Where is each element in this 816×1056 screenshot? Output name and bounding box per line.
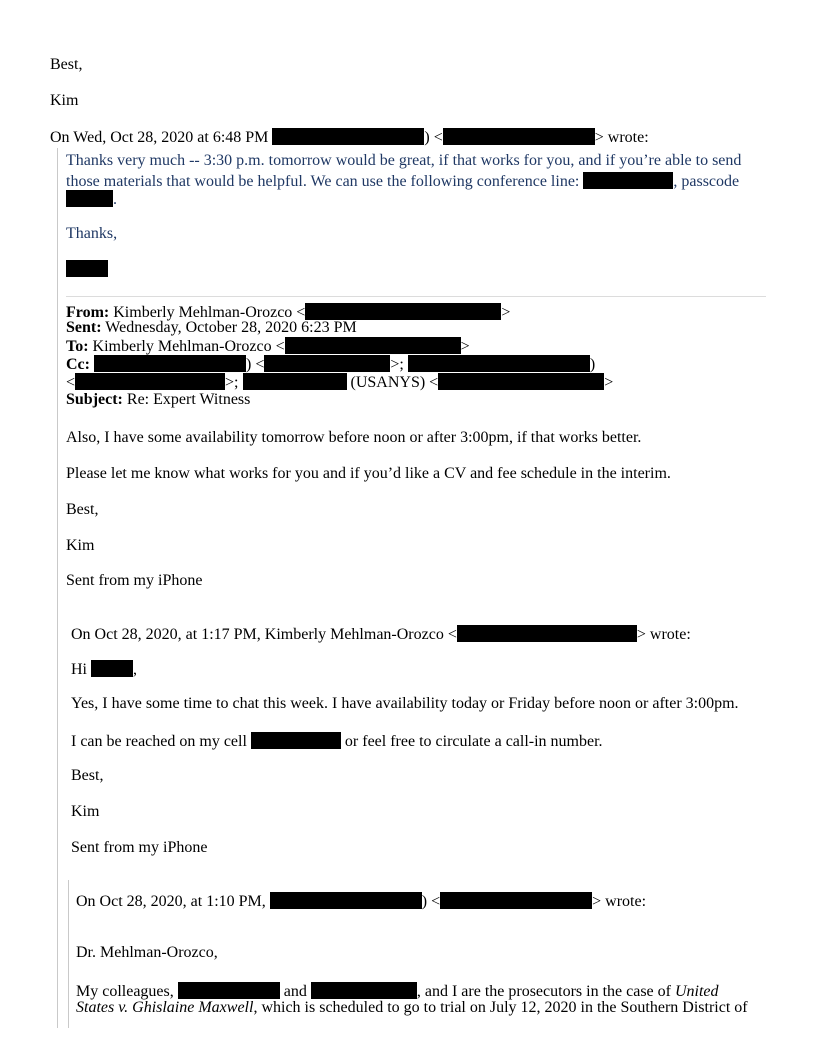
cc-text: >; [225,374,239,391]
header-to [66,337,470,355]
attribution-text: > wrote: [592,893,647,910]
attribution-text: ) < [421,893,441,910]
reply-text: , passcode [673,173,740,190]
redaction [408,355,590,372]
attribution-text: > wrote: [636,626,691,643]
redaction [272,128,424,145]
reply-line [66,190,117,208]
redaction [583,172,673,189]
closing-best: Best, [71,767,104,784]
message-paragraph [76,982,719,1000]
redaction [440,892,592,909]
redaction [285,337,461,354]
cc-text: ) < [245,356,265,373]
paragraph-text: , and I are the prosecutors in the case of [416,983,671,1000]
quote-bar [68,880,69,1028]
greeting: Dr. Mehlman-Orozco, [76,944,218,961]
paragraph-text: My colleagues, [76,983,174,1000]
from-end: > [501,304,511,321]
sent-label: Sent: [66,319,102,336]
subject-value: Re: Expert Witness [126,391,251,408]
case-name: United [674,983,719,1000]
redaction [270,892,422,909]
to-end: > [460,338,470,355]
redaction [438,373,604,390]
cc-text: ) [589,356,596,373]
attribution-text: On Oct 28, 2020, at 1:10 PM, [76,893,266,910]
redaction [443,128,595,145]
from-value: Kimberly Mehlman-Orozco < [113,304,306,321]
quote-attribution [71,625,691,643]
redaction [264,355,390,372]
greeting-text: Hi [71,661,87,678]
reply-text: . [113,191,117,208]
cc-text: > [604,374,614,391]
signature-kim: Kim [50,92,79,109]
quote-attribution [76,892,646,910]
greeting-text: , [133,661,137,678]
paragraph-text: or feel free to circulate a call-in number. [344,733,603,750]
reply-text: those materials that would be helpful. We can use the following conference line: [66,173,580,190]
quote-attribution [50,128,649,146]
paragraph-text: , which is scheduled to go to trial on July 12, 2020 in the Southern District of [253,999,748,1016]
closing-best: Best, [66,501,99,518]
cc-label: Cc: [66,356,90,373]
cc-text: < [66,374,76,391]
reply-line: Thanks very much -- 3:30 p.m. tomorrow would be great, if that works for you, and if you’re able to send [66,152,742,169]
redaction [243,373,347,390]
redaction [94,355,246,372]
header-cc [66,355,595,373]
redaction [457,625,637,642]
attribution-text: On Wed, Oct 28, 2020 at 6:48 PM [50,129,269,146]
message-paragraph: Also, I have some availability tomorrow before noon or after 3:00pm, if that works better. [66,429,642,446]
redaction [251,732,341,749]
paragraph-text: I can be reached on my cell [71,733,247,750]
redaction [66,260,108,277]
reply-thanks: Thanks, [66,225,118,242]
header-sent [66,320,357,336]
redaction [311,982,417,999]
cc-text: >; [390,356,404,373]
cc-text: (USANYS) < [350,374,439,391]
header-cc-cont [66,373,613,391]
sent-from: Sent from my iPhone [71,839,208,856]
signature-kim: Kim [66,537,95,554]
reply-line [66,172,739,190]
attribution-text: ) < [424,129,443,146]
sent-value: Wednesday, October 28, 2020 6:23 PM [105,319,357,336]
reply-signature [66,260,108,278]
from-label: From: [66,304,110,321]
message-paragraph: Please let me know what works for you and if you’d like a CV and fee schedule in the interim. [66,465,671,482]
greeting [71,660,137,678]
signature-kim: Kim [71,803,100,820]
message-paragraph [76,1000,748,1016]
to-value: Kimberly Mehlman-Orozco < [92,338,285,355]
redaction [305,303,501,320]
attribution-text: On Oct 28, 2020, at 1:17 PM, Kimberly Mehlman-Orozco < [71,626,457,643]
redaction [75,373,225,390]
message-paragraph: Yes, I have some time to chat this week. I have availability today or Friday before noon or after 3:00pm. [71,695,739,712]
case-name: States v. Ghislaine Maxwell [76,999,254,1016]
message-paragraph [71,732,603,750]
closing-best: Best, [50,56,83,73]
redaction [66,190,113,207]
paragraph-text: and [283,983,307,1000]
redaction [91,660,133,677]
divider [66,296,766,297]
subject-label: Subject: [66,391,123,408]
header-subject [66,392,250,408]
to-label: To: [66,338,89,355]
redaction [178,982,280,999]
quote-bar [57,148,58,1028]
attribution-text: > wrote: [594,129,649,146]
sent-from: Sent from my iPhone [66,572,203,589]
